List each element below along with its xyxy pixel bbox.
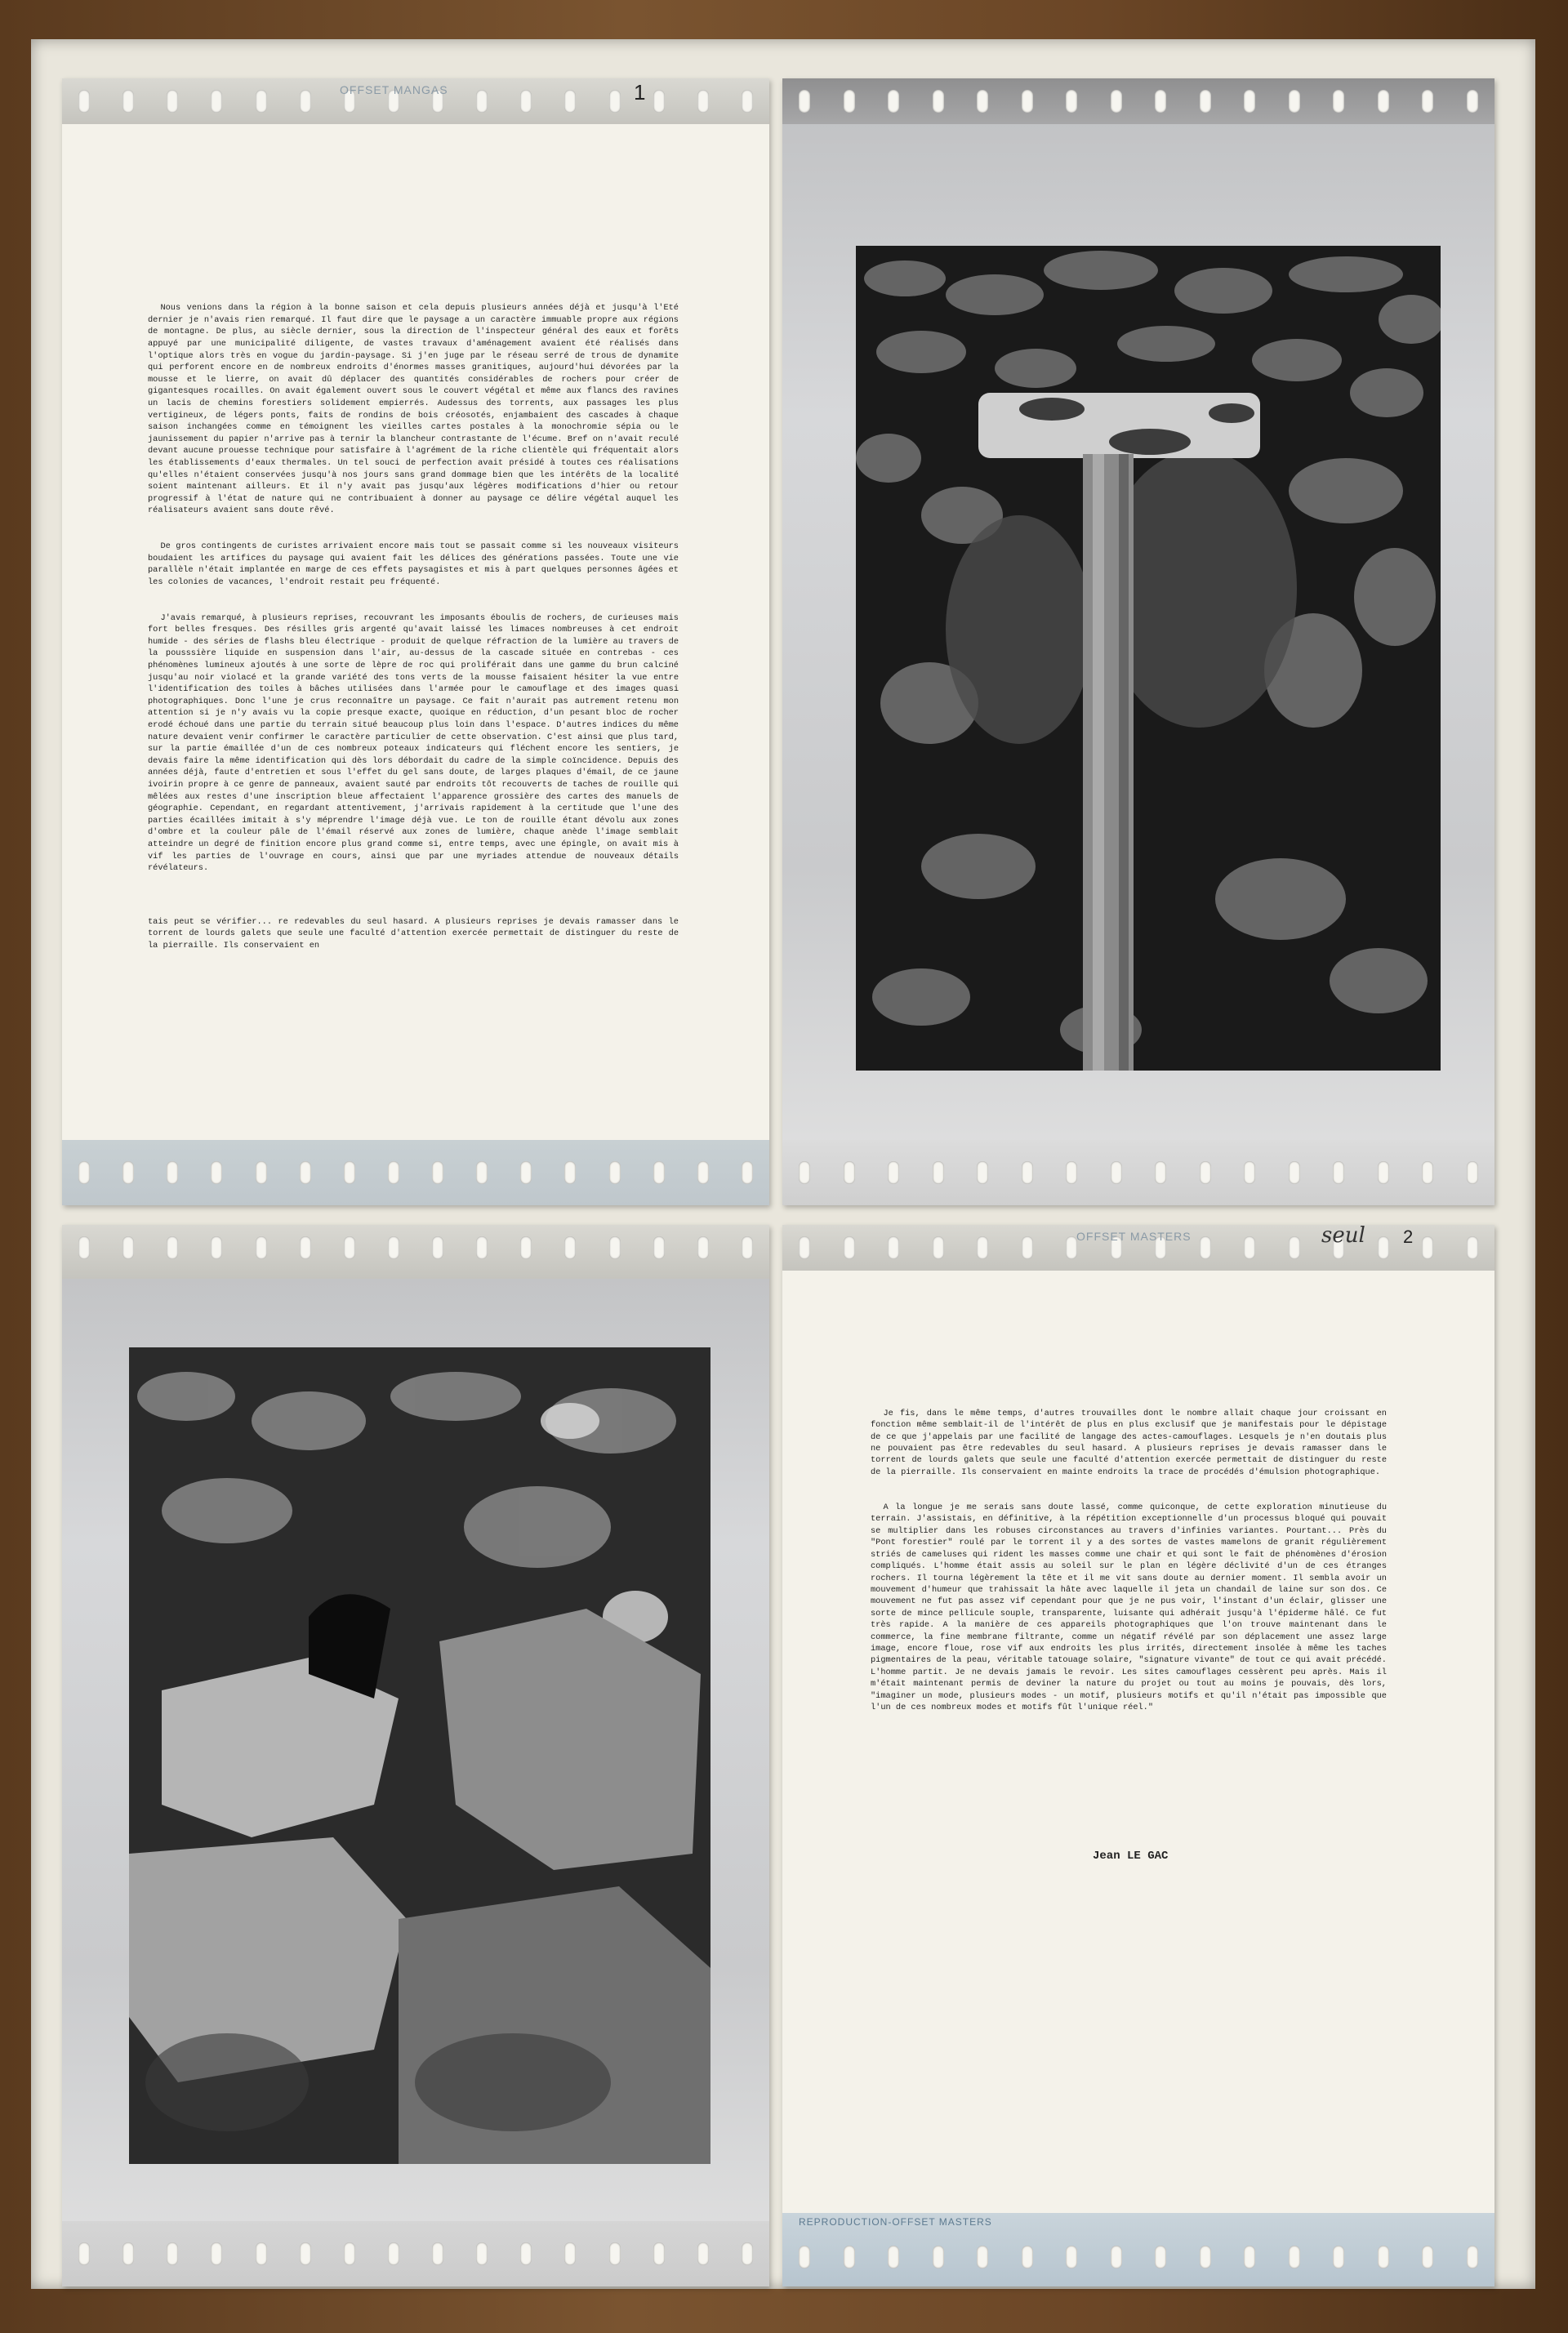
photo-sheet-rocks	[62, 1225, 769, 2286]
typed-sheet-page-1	[62, 78, 769, 1205]
signpost-photo-image	[856, 246, 1441, 1071]
mat-board	[31, 39, 1535, 2289]
perforated-strip-top	[62, 78, 769, 124]
paragraph: Nous venions dans la région à la bonne saison et cela depuis plusieurs années déjà et jusqu'à l'Eté dernier je n'avais rien remarqué. Il faut dire que le paysage a un caractère immuable propre aux régions de montagne. De plus, au siècle dernier, sous la direction de l'inspecteur général des eaux et forêts appuyé par une municipalité diligente, de vastes travaux d'aménagement avaient été réalisés dans l'optique alors très en vogue du jardin-paysage. Si j'en juge par le réseau serré de trous de dynamite qui perforent encore en de nombreux endroits d'énormes masses granitiques, aujourd'hui dévorées par la mousse et le lierre, on avait dû déplacer des quantités considérables de rochers pour créer de gigantesques rocailles. On avait également ouvert sous le couvert végétal et même aux flancs des ravines un lacis de chemins forestiers solidement empierrés. Audessus des torrents, aux passages les plus vertigineux, de légers ponts, faits de rondins de bois créosotés, enjambaient des cascades à chaque saison inchangées comme en témoignent les vieilles cartes postales à la monochromie sépia ou le jaunissement du papier n'arrive pas à ternir la blancheur contrastante de l'écume. Bref on n'avait reculé devant aucune prouesse technique pour satisfaire à l'agrément de la riche clientèle qui fréquentait alors les établissements d'eaux thermales. Un tel souci de perfection avait présidé à toutes ces réalisations qu'elles n'étaient conservées jusqu'à nos jours sans grand dommage bien que les intérêts de la localité soient maintenant ailleurs. Et il n'y avait pas jusqu'aux légères modifications d'hier ou retour progressif à l'état de nature qui ne contribuaient à donner au paysage ce délire végétal auquel les réalisateurs avaient sans doute rêvé.	[148, 303, 684, 516]
typed-text-block	[148, 278, 684, 976]
photo-sheet-signpost	[782, 78, 1494, 1205]
paragraph-closing: tais peut se vérifier... re redevables du seul hasard. A plusieurs reprises je devais ramasser dans le torrent de lourds galets que seule une faculté d'attention exercée permettait de distinguer du reste de la pierraille. Ils conservaient en	[148, 916, 684, 951]
bottom-strip-label: REPRODUCTION-OFFSET MASTERS	[799, 2216, 992, 2228]
perforated-strip-bottom	[62, 2221, 769, 2286]
page-number: 1	[634, 80, 646, 105]
strip-label: OFFSET MASTERS	[1076, 1230, 1192, 1243]
perforated-strip-top	[782, 1225, 1494, 1271]
handwritten-note: seul	[1321, 1225, 1365, 1248]
perforated-strip-bottom	[782, 2213, 1494, 2286]
paragraph: De gros contingents de curistes arrivaient encore mais tout se passait comme si les nouveaux visiteurs boudaient les artifices du paysage qui avaient fait les délices des générations passées. Toute une vie parallèle n'était implantée en marge de ces effets paysagistes et mis à part quelques personnes âgées et les colonies de vacances, l'endroit restait peu fréquenté.	[148, 541, 684, 587]
perforated-strip-top	[782, 78, 1494, 124]
perforated-strip-top	[62, 1225, 769, 1279]
perforated-strip-bottom	[782, 1140, 1494, 1205]
typed-text-block	[871, 1384, 1392, 1737]
paragraph: Je fis, dans le même temps, d'autres trouvailles dont le nombre allait chaque jour croissant en fonction même semblait-il de l'intérêt de plus en plus exclusif que je manifestais pour le dépistage de ce que j'appelais par une facilité de langage des actes-camouflages. Lesquels je n'en doutais plus ne pouvaient pas être redevables du seul hasard. A plusieurs reprises je devais ramasser dans le torrent de lourds galets que seule une faculté d'attention exercée permettait de distinguer du reste de la pierraille. Ils conservaient en mainte endroits la trace de procédés d'émulsion photographique.	[871, 1408, 1392, 1477]
typed-sheet-page-2	[782, 1225, 1494, 2286]
author-signature: Jean LE GAC	[1093, 1850, 1169, 1863]
strip-label: OFFSET MANGAS	[340, 83, 448, 96]
paragraph: A la longue je me serais sans doute lassé, comme quiconque, de cette exploration minutieuse du terrain. J'assistais, en définitive, à la répétition exceptionnelle d'un processus bloqué qui pouvait se multiplier dans les robuses circonstances au travers d'infinies variantes. Pourtant... Près du "Pont forestier" roulé par le torrent il y a des sortes de vastes mamelons de granit régulièrement striés de cameluses qui rident les masses comme une chair et qui sont le fait de phénomènes d'érosion compliqués. L'homme était assis au soleil sur le plan en légère déclivité d'un de ces étranges rochers. Il tourna légèrement la tête et il me vit sans doute au dernier moment. Il sembla avoir un mouvement d'humeur que trahissait la hâte avec laquelle il jeta un chandail de laine sur son dos. Ce mouvement ne fut pas assez vif cependant pour que je ne pus voir, l'instant d'un éclair, glisser une sorte de mince pellicule souple, transparente, luisante qui adhérait jusqu'à l'épiderme hâlé. Ce fut très rapide. A la manière de ces appareils photographiques que l'on trouve maintenant dans le commerce, la fine membrane filtrante, comme un négatif révélé par son déplacement une assez large image, encore floue, rose vif aux endroits les plus irrités, directement insolée à même les taches pigmentaires de la peau, véritable tatouage solaire, "signature vivante" de tout ce qui avait précédé. L'homme partit. Je ne devais jamais le revoir. Les sites camouflages cessèrent peu après. Mais il m'était maintenant permis de deviner la nature du projet ou tout au moins je pouvais, dès lors, "imaginer un mode, plusieurs modes - un motif, plusieurs motifs et qu'il n'était pas impossible que l'un de ces nombreux modes et motifs fût l'unique réel."	[871, 1503, 1392, 1712]
signpost-photo	[856, 246, 1441, 1071]
paragraph: J'avais remarqué, à plusieurs reprises, recouvrant les imposants éboulis de rochers, de curieuses mais fort belles fresques. Des résilles gris argenté qu'avait laissé les limaces nombreuses à cet endroit humide - des séries de flashs bleu électrique - produit de quelque réfraction de la lumière au travers de la pousssière liquide en suspension dans l'air, au-dessus de la cascade située en contrebas - ces phénomènes lumineux ajoutés à une sorte de lèpre de roc qui proliférait dans une gamme du brun calciné jusqu'au noir violacé et la grande variété des tons verts de la mousse faisaient hésiter la vue entre l'identification des toiles à bâches utilisées dans l'armée pour le camouflage et des images quasi photographiques. Donc l'une je crus reconnaître un paysage. Ce fait n'aurait pas autrement retenu mon attention si je n'y avais vu la copie presque exacte, quoique en réduction, d'un pesant bloc de rocher erodé échoué dans une partie du terrain situé beaucoup plus loin dans l'espace. D'autres indices du même nature devaient venir confirmer le caractère particulier de cette observation. C'est ainsi que plus tard, sur la partie émaillée d'un de ces nombreux poteaux indicateurs qui fléchent encore les sentiers, je devais faire la même identification qui dès lors débordait du cadre de la simple coïncidence. Depuis des années déjà, faute d'entretien et sous l'effet du gel sans doute, de larges plaques d'émail, de ce jaune ivoirin propre à ce genre de panneaux, avaient sauté par endroits tôt recouverts de taches de rouille qui mêlées aux restes d'une inscription bleue affectaient l'apparence grossière des cartes des manuels de géographie. Cependant, en regardant attentivement, j'arrivais rapidement à la certitude que l'une des parties écaillées imitait à s'y méprendre l'image déjà vue. Le ton de rouille étant dévolu aux zones d'ombre et la couleur pâle de l'émail réservé aux zones de lumière, chaque anède l'image semblait atteindre un degré de finition encore plus grand comme si, entre temps, avec une épingle, on avait mis à vif les parties de l'ouvrage en cours, ainsi que par une myriades attendue de nouveaux détails révélateurs.	[148, 612, 684, 874]
perforated-strip-bottom	[62, 1140, 769, 1205]
rocks-photo	[129, 1347, 710, 2164]
page-number: 2	[1403, 1227, 1414, 1247]
rocks-photo-image	[129, 1347, 710, 2164]
